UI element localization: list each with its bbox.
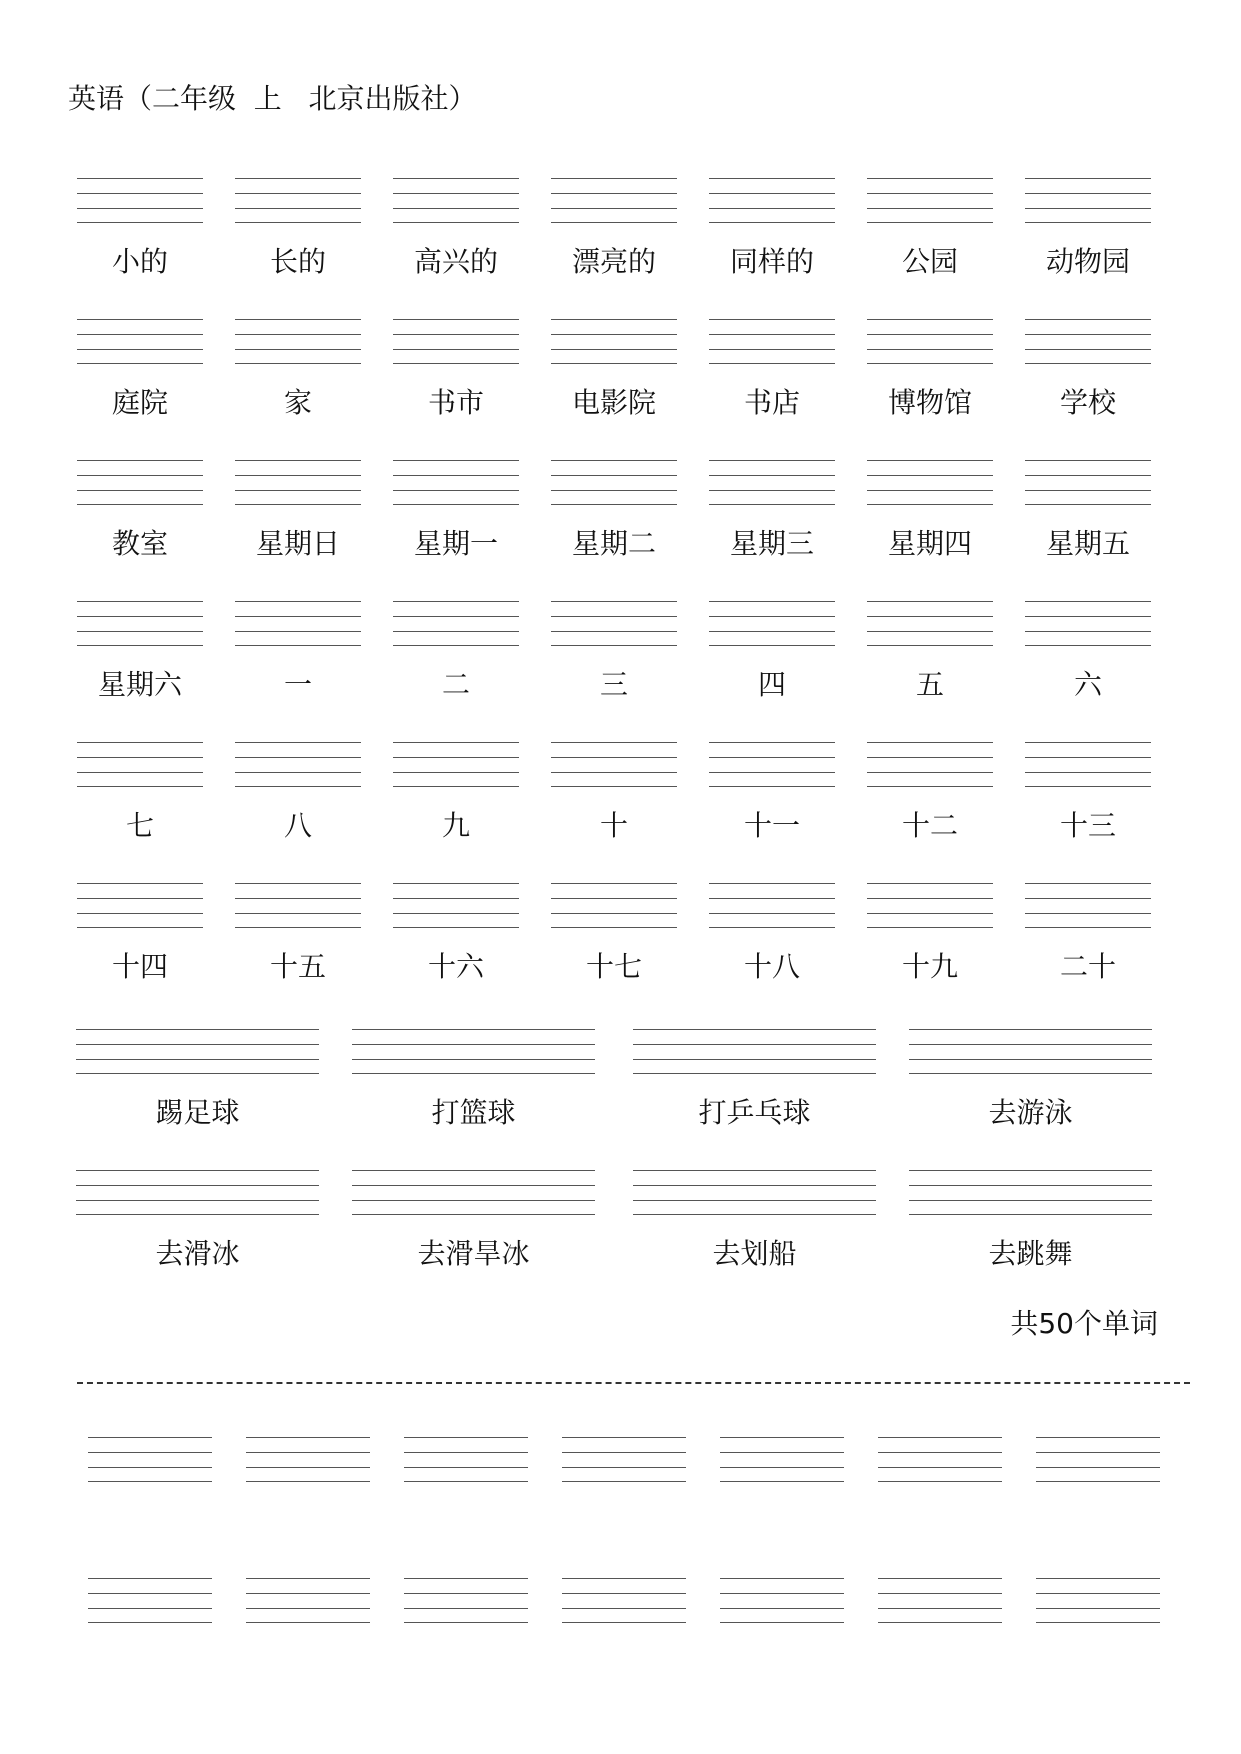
word-item <box>352 1029 595 1129</box>
word-item <box>246 1578 370 1624</box>
blank-writing-lines[interactable] <box>562 1578 686 1624</box>
word-label: 星期日 <box>255 527 340 560</box>
word-item <box>88 1437 212 1483</box>
word-item <box>77 601 203 701</box>
writing-lines[interactable] <box>77 883 203 929</box>
word-label: 星期二 <box>571 527 656 560</box>
word-item <box>551 178 677 278</box>
writing-lines[interactable] <box>709 319 835 365</box>
writing-lines[interactable] <box>551 178 677 224</box>
word-label: 打篮球 <box>431 1096 516 1129</box>
writing-lines[interactable] <box>77 460 203 506</box>
blank-writing-lines[interactable] <box>878 1437 1002 1483</box>
writing-lines[interactable] <box>235 742 361 788</box>
word-label: 庭院 <box>111 386 168 419</box>
blank-writing-lines[interactable] <box>246 1437 370 1483</box>
writing-lines[interactable] <box>909 1029 1152 1075</box>
word-label: 二 <box>441 668 470 701</box>
word-label: 动物园 <box>1045 245 1130 278</box>
word-item <box>709 319 835 419</box>
writing-lines[interactable] <box>709 178 835 224</box>
word-item <box>909 1170 1152 1270</box>
writing-lines[interactable] <box>1025 319 1151 365</box>
word-label: 十一 <box>743 809 800 842</box>
word-label: 五 <box>915 668 944 701</box>
word-label: 打乒乓球 <box>698 1096 811 1129</box>
writing-lines[interactable] <box>709 460 835 506</box>
cut-line-divider <box>77 1382 1190 1384</box>
word-item <box>909 1029 1152 1129</box>
blank-writing-lines[interactable] <box>878 1578 1002 1624</box>
word-label: 三 <box>599 668 628 701</box>
word-item <box>76 1170 319 1270</box>
writing-lines[interactable] <box>709 883 835 929</box>
word-item <box>709 742 835 842</box>
word-item <box>235 178 361 278</box>
word-label: 去滑旱冰 <box>417 1237 530 1270</box>
word-item <box>77 319 203 419</box>
word-label: 十八 <box>743 950 800 983</box>
word-item <box>393 460 519 560</box>
word-item <box>77 742 203 842</box>
writing-lines[interactable] <box>235 319 361 365</box>
word-label: 星期四 <box>887 527 972 560</box>
word-item <box>88 1578 212 1624</box>
blank-writing-lines[interactable] <box>562 1437 686 1483</box>
word-label: 十七 <box>585 950 642 983</box>
writing-lines[interactable] <box>867 319 993 365</box>
blank-writing-lines[interactable] <box>404 1578 528 1624</box>
writing-lines[interactable] <box>551 883 677 929</box>
word-label: 博物馆 <box>887 386 972 419</box>
word-item <box>720 1437 844 1483</box>
blank-writing-lines[interactable] <box>88 1437 212 1483</box>
word-item <box>1025 601 1151 701</box>
word-item <box>77 460 203 560</box>
word-item <box>1025 319 1151 419</box>
word-item <box>393 601 519 701</box>
word-item <box>393 178 519 278</box>
word-item <box>404 1437 528 1483</box>
writing-lines[interactable] <box>77 742 203 788</box>
word-label: 电影院 <box>571 386 656 419</box>
word-item <box>562 1578 686 1624</box>
writing-lines[interactable] <box>867 178 993 224</box>
word-label: 踢足球 <box>155 1096 240 1129</box>
word-label: 漂亮的 <box>571 245 656 278</box>
writing-lines[interactable] <box>1025 883 1151 929</box>
word-item <box>246 1437 370 1483</box>
writing-lines[interactable] <box>867 742 993 788</box>
writing-lines[interactable] <box>235 883 361 929</box>
writing-lines[interactable] <box>1025 178 1151 224</box>
word-item <box>393 742 519 842</box>
word-label: 去滑冰 <box>155 1237 240 1270</box>
word-item <box>77 883 203 983</box>
word-item <box>1025 178 1151 278</box>
writing-lines[interactable] <box>393 178 519 224</box>
writing-lines[interactable] <box>709 601 835 647</box>
word-item <box>1025 883 1151 983</box>
page-title: 英语（二年级 上 北京出版社） <box>68 82 477 115</box>
word-item <box>235 319 361 419</box>
word-label: 六 <box>1073 668 1102 701</box>
word-item <box>867 883 993 983</box>
word-item <box>633 1029 876 1129</box>
word-label: 小的 <box>111 245 168 278</box>
word-item <box>77 178 203 278</box>
word-label: 十三 <box>1059 809 1116 842</box>
writing-lines[interactable] <box>633 1170 876 1216</box>
word-item <box>709 883 835 983</box>
word-item <box>709 178 835 278</box>
blank-writing-lines[interactable] <box>1036 1437 1160 1483</box>
word-label: 四 <box>757 668 786 701</box>
word-item <box>709 460 835 560</box>
blank-writing-lines[interactable] <box>88 1578 212 1624</box>
word-item <box>867 178 993 278</box>
writing-lines[interactable] <box>393 742 519 788</box>
word-label: 七 <box>125 809 154 842</box>
writing-lines[interactable] <box>633 1029 876 1075</box>
writing-lines[interactable] <box>393 601 519 647</box>
word-label: 十九 <box>901 950 958 983</box>
word-item <box>867 319 993 419</box>
writing-lines[interactable] <box>77 601 203 647</box>
word-label: 星期六 <box>97 668 182 701</box>
writing-lines[interactable] <box>352 1029 595 1075</box>
writing-lines[interactable] <box>867 883 993 929</box>
writing-lines[interactable] <box>1025 460 1151 506</box>
blank-writing-lines[interactable] <box>404 1437 528 1483</box>
blank-writing-lines[interactable] <box>720 1578 844 1624</box>
word-item <box>393 883 519 983</box>
word-item <box>1036 1578 1160 1624</box>
word-item <box>551 319 677 419</box>
writing-lines[interactable] <box>393 883 519 929</box>
writing-lines[interactable] <box>393 460 519 506</box>
writing-lines[interactable] <box>1025 742 1151 788</box>
word-item <box>878 1578 1002 1624</box>
word-item <box>235 742 361 842</box>
word-item <box>352 1170 595 1270</box>
word-item <box>720 1578 844 1624</box>
word-label: 高兴的 <box>413 245 498 278</box>
writing-lines[interactable] <box>551 742 677 788</box>
word-item <box>551 460 677 560</box>
word-label: 学校 <box>1059 386 1116 419</box>
word-item <box>235 883 361 983</box>
word-label: 公园 <box>901 245 958 278</box>
blank-writing-lines[interactable] <box>1036 1578 1160 1624</box>
word-label: 十六 <box>427 950 484 983</box>
writing-lines[interactable] <box>352 1170 595 1216</box>
word-item <box>709 601 835 701</box>
word-item <box>76 1029 319 1129</box>
word-label: 书店 <box>743 386 800 419</box>
word-label: 去划船 <box>712 1237 797 1270</box>
word-label: 九 <box>441 809 470 842</box>
word-item <box>1025 460 1151 560</box>
word-label: 长的 <box>269 245 326 278</box>
writing-lines[interactable] <box>867 460 993 506</box>
word-item <box>867 601 993 701</box>
word-label: 十 <box>599 809 628 842</box>
word-item <box>235 460 361 560</box>
blank-writing-lines[interactable] <box>246 1578 370 1624</box>
word-label: 同样的 <box>729 245 814 278</box>
writing-lines[interactable] <box>77 178 203 224</box>
word-item <box>867 460 993 560</box>
word-label: 家 <box>283 386 312 419</box>
word-item <box>404 1578 528 1624</box>
word-item <box>551 742 677 842</box>
word-label: 十五 <box>269 950 326 983</box>
writing-lines[interactable] <box>1025 601 1151 647</box>
word-label: 去跳舞 <box>988 1237 1073 1270</box>
writing-lines[interactable] <box>76 1029 319 1075</box>
word-item <box>633 1170 876 1270</box>
writing-lines[interactable] <box>867 601 993 647</box>
word-item <box>1036 1437 1160 1483</box>
word-label: 二十 <box>1059 950 1116 983</box>
word-item <box>1025 742 1151 842</box>
word-item <box>393 319 519 419</box>
writing-lines[interactable] <box>235 460 361 506</box>
writing-lines[interactable] <box>709 742 835 788</box>
word-label: 八 <box>283 809 312 842</box>
word-label: 星期五 <box>1045 527 1130 560</box>
writing-lines[interactable] <box>76 1170 319 1216</box>
writing-lines[interactable] <box>551 460 677 506</box>
word-label: 十四 <box>111 950 168 983</box>
writing-lines[interactable] <box>551 601 677 647</box>
word-item <box>551 601 677 701</box>
word-label: 星期三 <box>729 527 814 560</box>
writing-lines[interactable] <box>393 319 519 365</box>
word-label: 教室 <box>111 527 168 560</box>
writing-lines[interactable] <box>235 601 361 647</box>
word-count: 共50个单词 <box>1010 1307 1158 1340</box>
word-label: 一 <box>283 668 312 701</box>
word-label: 十二 <box>901 809 958 842</box>
writing-lines[interactable] <box>551 319 677 365</box>
blank-writing-lines[interactable] <box>720 1437 844 1483</box>
word-item <box>235 601 361 701</box>
word-label: 去游泳 <box>988 1096 1073 1129</box>
word-item <box>878 1437 1002 1483</box>
writing-lines[interactable] <box>77 319 203 365</box>
word-label: 星期一 <box>413 527 498 560</box>
word-item <box>867 742 993 842</box>
writing-lines[interactable] <box>909 1170 1152 1216</box>
word-item <box>551 883 677 983</box>
writing-lines[interactable] <box>235 178 361 224</box>
word-label: 书市 <box>427 386 484 419</box>
word-item <box>562 1437 686 1483</box>
